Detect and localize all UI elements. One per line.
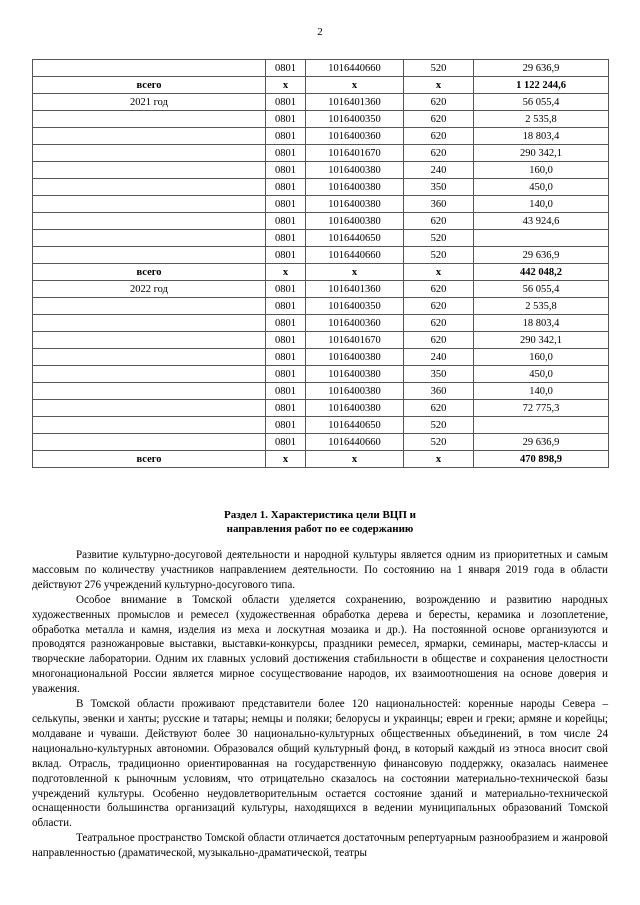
budget-row-amount: 2 535,8 (474, 298, 609, 315)
budget-row-code: 0801 (266, 162, 306, 179)
section-heading-line-2: направления работ по ее содержанию (226, 523, 414, 535)
budget-row-target: 1016400380 (306, 383, 404, 400)
budget-row-kind: 620 (404, 128, 474, 145)
budget-row-amount: 290 342,1 (474, 145, 609, 162)
budget-row-kind: 360 (404, 196, 474, 213)
budget-row-code: x (266, 77, 306, 94)
page-number: 2 (317, 26, 323, 38)
table-row (33, 400, 609, 417)
table-row (33, 145, 609, 162)
budget-row-code: 0801 (266, 383, 306, 400)
budget-row-kind: 520 (404, 247, 474, 264)
budget-table-body (33, 60, 609, 468)
table-row (33, 298, 609, 315)
budget-row-amount: 140,0 (474, 196, 609, 213)
budget-row-kind: 620 (404, 298, 474, 315)
budget-row-name: 2022 год (33, 281, 266, 298)
budget-row-code: 0801 (266, 145, 306, 162)
budget-row-target: 1016400360 (306, 315, 404, 332)
table-row (33, 230, 609, 247)
table-row (33, 451, 609, 468)
budget-row-kind: 620 (404, 332, 474, 349)
budget-row-name: всего (33, 451, 266, 468)
budget-row-amount: 160,0 (474, 349, 609, 366)
table-row (33, 213, 609, 230)
budget-row-kind: x (404, 264, 474, 281)
budget-row-name (33, 196, 266, 213)
budget-row-kind: 620 (404, 281, 474, 298)
budget-row-target: 1016400360 (306, 128, 404, 145)
budget-row-name: всего (33, 77, 266, 94)
budget-row-name (33, 417, 266, 434)
budget-row-target: 1016440660 (306, 247, 404, 264)
budget-row-target: 1016440650 (306, 417, 404, 434)
budget-row-name (33, 434, 266, 451)
budget-row-name (33, 383, 266, 400)
table-row (33, 434, 609, 451)
budget-row-amount: 450,0 (474, 366, 609, 383)
budget-row-code: 0801 (266, 332, 306, 349)
budget-row-amount: 56 055,4 (474, 94, 609, 111)
budget-row-amount: 2 535,8 (474, 111, 609, 128)
table-row (33, 417, 609, 434)
budget-row-name (33, 213, 266, 230)
budget-row-amount: 29 636,9 (474, 434, 609, 451)
budget-row-name (33, 162, 266, 179)
budget-row-kind: 620 (404, 111, 474, 128)
budget-row-amount: 160,0 (474, 162, 609, 179)
budget-row-kind: 620 (404, 400, 474, 417)
table-row (33, 281, 609, 298)
budget-row-name (33, 230, 266, 247)
budget-row-code: 0801 (266, 111, 306, 128)
budget-row-amount: 450,0 (474, 179, 609, 196)
budget-row-name (33, 366, 266, 383)
budget-row-name (33, 349, 266, 366)
budget-row-name (33, 247, 266, 264)
budget-row-amount: 18 803,4 (474, 315, 609, 332)
table-row (33, 332, 609, 349)
table-row (33, 315, 609, 332)
table-row (33, 94, 609, 111)
budget-row-target: 1016401360 (306, 281, 404, 298)
budget-row-amount: 470 898,9 (474, 451, 609, 468)
budget-row-name (33, 128, 266, 145)
budget-row-code: 0801 (266, 213, 306, 230)
budget-row-amount: 18 803,4 (474, 128, 609, 145)
budget-row-code: 0801 (266, 400, 306, 417)
budget-row-code: 0801 (266, 281, 306, 298)
budget-row-target: 1016400380 (306, 400, 404, 417)
budget-row-target: 1016440660 (306, 60, 404, 77)
budget-row-code: 0801 (266, 315, 306, 332)
budget-row-amount: 140,0 (474, 383, 609, 400)
budget-row-name (33, 298, 266, 315)
body-paragraph: Театральное пространство Томской области отличается достаточным репертуарным разнообразием и жанровой направленностью (драматической, музыкально-драматической, театры (32, 832, 608, 860)
budget-row-name (33, 315, 266, 332)
budget-row-target: x (306, 77, 404, 94)
budget-row-kind: x (404, 77, 474, 94)
budget-row-kind: 240 (404, 162, 474, 179)
budget-row-kind: 350 (404, 179, 474, 196)
budget-row-kind: 620 (404, 145, 474, 162)
table-row (33, 111, 609, 128)
budget-row-target: 1016400380 (306, 213, 404, 230)
budget-row-target: 1016400350 (306, 298, 404, 315)
budget-row-amount (474, 417, 609, 434)
budget-row-code: 0801 (266, 434, 306, 451)
budget-row-code: 0801 (266, 179, 306, 196)
section-heading-line-1: Раздел 1. Характеристика цели ВЦП и (223, 509, 416, 521)
budget-row-code: 0801 (266, 349, 306, 366)
budget-row-kind: 240 (404, 349, 474, 366)
table-row (33, 349, 609, 366)
budget-row-name (33, 111, 266, 128)
budget-row-target: 1016401670 (306, 332, 404, 349)
budget-row-amount: 290 342,1 (474, 332, 609, 349)
budget-row-target: 1016400350 (306, 111, 404, 128)
budget-row-kind: 620 (404, 315, 474, 332)
budget-row-code: 0801 (266, 230, 306, 247)
budget-row-code: 0801 (266, 247, 306, 264)
budget-row-target: 1016400380 (306, 179, 404, 196)
body-paragraph: Развитие культурно-досуговой деятельности и народной культуры является одним из приоритетных и самым массовым по количеству участников направлением деятельности. По состоянию на 1 января 2019 года в области действуют 276 учреждений культурно-досугового типа. (32, 549, 608, 591)
table-row (33, 60, 609, 77)
budget-row-target: 1016400380 (306, 196, 404, 213)
table-row (33, 179, 609, 196)
budget-row-kind: 520 (404, 434, 474, 451)
table-row (33, 162, 609, 179)
budget-row-target: 1016440650 (306, 230, 404, 247)
section-heading (32, 508, 608, 536)
budget-row-target: x (306, 264, 404, 281)
budget-row-amount: 442 048,2 (474, 264, 609, 281)
table-row (33, 196, 609, 213)
budget-row-code: 0801 (266, 94, 306, 111)
budget-row-amount: 56 055,4 (474, 281, 609, 298)
table-row (33, 383, 609, 400)
budget-row-kind: 520 (404, 230, 474, 247)
budget-row-amount: 1 122 244,6 (474, 77, 609, 94)
budget-row-target: 1016401360 (306, 94, 404, 111)
budget-row-name: 2021 год (33, 94, 266, 111)
budget-row-amount: 43 924,6 (474, 213, 609, 230)
budget-row-target: 1016400380 (306, 162, 404, 179)
budget-row-kind: x (404, 451, 474, 468)
budget-allocation-table (32, 59, 609, 468)
budget-row-target: x (306, 451, 404, 468)
budget-row-target: 1016401670 (306, 145, 404, 162)
budget-row-name (33, 400, 266, 417)
body-paragraph: Особое внимание в Томской области уделяется сохранению, возрождению и развитию народных художественных промыслов и ремесел (художественная обработка дерева и бересты, керамика и лозоплетение, обработка металла и камня, изделия из меха и лоскутная мозаика и др.). На постоянной основе организуются и проводятся разножанровые выставки, выставки-конкурсы, праздники ремесел, ярмарки, семинары, мастер-классы и творческие лаборатории. Одним их главных условий достижения стабильности в обществе и сохранения целостности многонациональной России является мирное сосуществование народов, их взаимоотношения на основе доверия и уважения. (32, 593, 608, 696)
budget-row-kind: 620 (404, 213, 474, 230)
budget-row-kind: 620 (404, 94, 474, 111)
budget-row-code: 0801 (266, 60, 306, 77)
budget-row-amount: 72 775,3 (474, 400, 609, 417)
budget-row-name: всего (33, 264, 266, 281)
table-row (33, 128, 609, 145)
table-row (33, 77, 609, 94)
budget-row-amount (474, 230, 609, 247)
budget-row-kind: 360 (404, 383, 474, 400)
budget-row-code: 0801 (266, 196, 306, 213)
budget-row-name (33, 60, 266, 77)
table-row (33, 366, 609, 383)
budget-row-amount: 29 636,9 (474, 247, 609, 264)
table-row (33, 247, 609, 264)
budget-row-code: 0801 (266, 366, 306, 383)
budget-row-code: 0801 (266, 128, 306, 145)
budget-row-code: 0801 (266, 417, 306, 434)
budget-row-code: x (266, 264, 306, 281)
body-paragraph: В Томской области проживают представители более 120 национальностей: коренные народы Севера – селькупы, эвенки и ханты; русские и татары; немцы и поляки; белорусы и украинцы; евреи и греки; армяне и корейцы; молдаване и чуваши. Действуют более 30 национально-культурных общественных объединений, в том числе 24 национально-культурных автономии. Образовался общий культурный фонд, в который каждый из этноса вносит свой вклад. Отрасль, традиционно ориентированная на государственную финансовую поддержку, оказалась наименее подготовленной к рыночным условиям, что отрицательно сказалось на состоянии материально-технической базы учреждений культуры. Особенно неудовлетворительным остается состояние зданий и материально-технической оснащенности большинства организаций культуры, находящихся в ведении муниципальных образований Томской области. (32, 698, 608, 830)
budget-row-target: 1016400380 (306, 366, 404, 383)
budget-row-kind: 520 (404, 417, 474, 434)
budget-row-name (33, 145, 266, 162)
budget-row-target: 1016400380 (306, 349, 404, 366)
budget-row-kind: 520 (404, 60, 474, 77)
budget-row-code: 0801 (266, 298, 306, 315)
budget-row-amount: 29 636,9 (474, 60, 609, 77)
table-row (33, 264, 609, 281)
body-text (32, 548, 608, 861)
budget-row-name (33, 332, 266, 349)
budget-row-kind: 350 (404, 366, 474, 383)
budget-row-name (33, 179, 266, 196)
budget-row-target: 1016440660 (306, 434, 404, 451)
budget-row-code: x (266, 451, 306, 468)
